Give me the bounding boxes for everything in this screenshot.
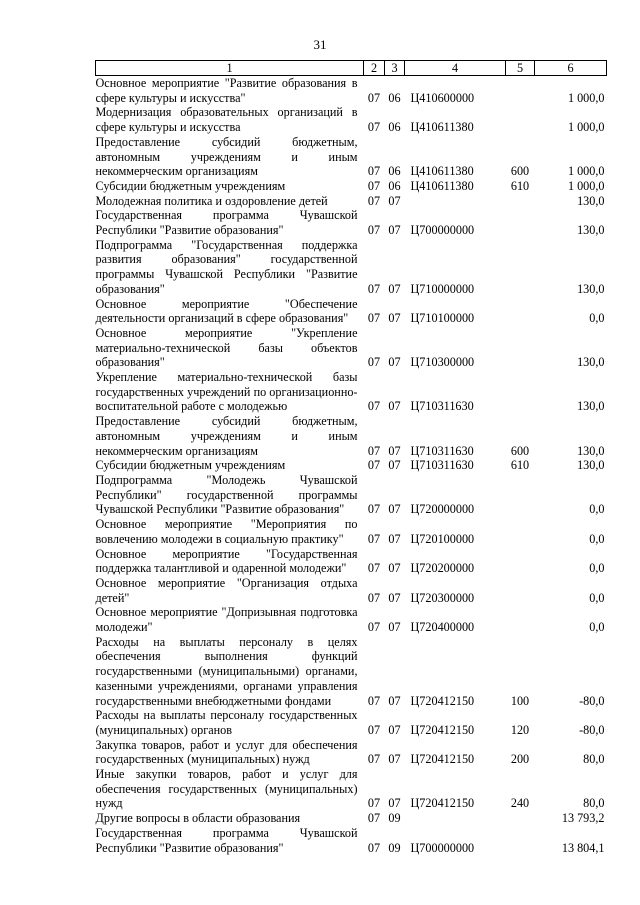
row-amount: 130,0 bbox=[577, 355, 605, 370]
row-subsection: 07 bbox=[388, 590, 401, 605]
row-name: Расходы на выплаты персоналу в целях обеспечения выполнения функций государственными (муниципальными) органами, казенными учреждениями, органами управления государственными внебюджетными фондами bbox=[95, 634, 358, 708]
row-name: Другие вопросы в области образования bbox=[95, 811, 301, 826]
row-section: 07 bbox=[367, 752, 381, 767]
table-row bbox=[96, 135, 607, 179]
table-body bbox=[96, 76, 607, 856]
row-csr bbox=[405, 811, 506, 826]
row-csr: Ц720200000 bbox=[410, 561, 475, 576]
row-amount: 13 793,2 bbox=[561, 811, 605, 826]
table-row bbox=[96, 738, 607, 767]
row-vr bbox=[506, 238, 535, 297]
row-section: 07 bbox=[367, 223, 381, 238]
row-subsection: 07 bbox=[388, 311, 401, 326]
column-header-csr: 4 bbox=[405, 61, 506, 76]
row-amount: 0,0 bbox=[589, 620, 605, 635]
row-subsection: 07 bbox=[388, 443, 401, 458]
table-row bbox=[96, 708, 607, 737]
row-name: Субсидии бюджетным учреждениям bbox=[95, 458, 286, 473]
row-vr: 200 bbox=[510, 752, 530, 767]
row-section: 07 bbox=[367, 561, 381, 576]
row-subsection: 09 bbox=[388, 811, 401, 826]
row-amount: -80,0 bbox=[579, 722, 605, 737]
row-section: 07 bbox=[367, 443, 381, 458]
row-vr bbox=[506, 576, 535, 605]
row-csr: Ц710100000 bbox=[410, 311, 475, 326]
row-amount: 130,0 bbox=[577, 193, 605, 208]
row-subsection: 06 bbox=[388, 90, 401, 105]
row-csr: Ц410600000 bbox=[410, 90, 475, 105]
table-row bbox=[96, 297, 607, 326]
row-amount: 80,0 bbox=[583, 796, 605, 811]
row-csr: Ц710311630 bbox=[410, 458, 474, 473]
row-amount: 0,0 bbox=[589, 561, 605, 576]
row-name: Основное мероприятие "Обеспечение деятельности организаций в сфере образования" bbox=[95, 296, 358, 326]
row-section: 07 bbox=[367, 281, 381, 296]
row-name: Укрепление материально-технической базы государственных учреждений по организационно-воспитательной работе с молодежью bbox=[95, 370, 358, 414]
row-amount: 130,0 bbox=[577, 443, 605, 458]
row-amount: 0,0 bbox=[589, 590, 605, 605]
row-subsection: 07 bbox=[388, 223, 401, 238]
row-section: 07 bbox=[367, 722, 381, 737]
table-row bbox=[96, 811, 607, 826]
table-row bbox=[96, 208, 607, 237]
row-subsection: 09 bbox=[388, 840, 401, 855]
row-csr: Ц410611380 bbox=[410, 164, 474, 179]
row-subsection: 07 bbox=[388, 752, 401, 767]
table-row bbox=[96, 605, 607, 634]
row-vr bbox=[506, 105, 535, 134]
row-amount: -80,0 bbox=[579, 693, 605, 708]
row-vr: 610 bbox=[510, 178, 530, 193]
row-amount: 130,0 bbox=[577, 399, 605, 414]
row-section: 07 bbox=[367, 355, 381, 370]
row-subsection: 07 bbox=[388, 561, 401, 576]
row-vr bbox=[506, 370, 535, 414]
row-csr: Ц710311630 bbox=[410, 399, 474, 414]
row-amount: 80,0 bbox=[583, 752, 605, 767]
row-vr bbox=[506, 473, 535, 517]
row-name: Предоставление субсидий бюджетным, автономным учреждениям и иным некоммерческим организациям bbox=[95, 134, 358, 179]
row-vr bbox=[506, 194, 535, 209]
row-name: Государственная программа Чувашской Республики "Развитие образования" bbox=[95, 208, 358, 238]
row-section: 07 bbox=[367, 620, 381, 635]
row-vr: 600 bbox=[510, 164, 530, 179]
row-vr bbox=[506, 605, 535, 634]
table-row bbox=[96, 473, 607, 517]
row-csr: Ц720000000 bbox=[410, 502, 475, 517]
row-vr bbox=[506, 517, 535, 546]
row-name: Закупка товаров, работ и услуг для обеспечения государственных (муниципальных) нужд bbox=[95, 737, 358, 767]
row-name: Расходы на выплаты персоналу государственных (муниципальных) органов bbox=[95, 708, 358, 737]
row-name: Основное мероприятие "Организация отдыха детей" bbox=[95, 575, 358, 605]
row-section: 07 bbox=[367, 458, 381, 473]
row-section: 07 bbox=[367, 693, 381, 708]
row-name: Иные закупки товаров, работ и услуг для обеспечения государственных (муниципальных) нужд bbox=[95, 767, 358, 811]
row-subsection: 07 bbox=[388, 281, 401, 296]
row-amount: 130,0 bbox=[577, 458, 605, 473]
column-header-name: 1 bbox=[96, 61, 364, 76]
row-csr: Ц720100000 bbox=[410, 531, 475, 546]
row-subsection: 07 bbox=[388, 693, 401, 708]
row-csr bbox=[405, 194, 506, 209]
table-row bbox=[96, 194, 607, 209]
row-csr: Ц710300000 bbox=[410, 355, 475, 370]
row-name: Молодежная политика и оздоровление детей bbox=[95, 193, 328, 208]
table-row bbox=[96, 826, 607, 855]
row-section: 07 bbox=[367, 796, 381, 811]
row-name: Основное мероприятие "Мероприятия по вовлечению молодежи в социальную практику" bbox=[95, 517, 358, 546]
table-row bbox=[96, 414, 607, 458]
row-subsection: 06 bbox=[388, 178, 401, 193]
row-amount: 1 000,0 bbox=[567, 120, 605, 135]
column-header-subsection: 3 bbox=[385, 61, 405, 76]
row-vr bbox=[506, 297, 535, 326]
row-csr: Ц720412150 bbox=[410, 722, 475, 737]
row-subsection: 07 bbox=[388, 502, 401, 517]
row-csr: Ц720412150 bbox=[410, 796, 475, 811]
row-subsection: 07 bbox=[388, 796, 401, 811]
row-subsection: 07 bbox=[388, 531, 401, 546]
row-csr: Ц720412150 bbox=[410, 693, 475, 708]
row-csr: Ц700000000 bbox=[410, 223, 475, 238]
row-amount: 0,0 bbox=[589, 311, 605, 326]
table-row bbox=[96, 458, 607, 473]
row-subsection: 07 bbox=[388, 722, 401, 737]
row-vr bbox=[506, 826, 535, 855]
row-name: Основное мероприятие "Укрепление материально-технической базы объектов образования" bbox=[95, 325, 358, 370]
row-vr bbox=[506, 547, 535, 576]
row-subsection: 07 bbox=[388, 355, 401, 370]
row-csr: Ц710311630 bbox=[410, 443, 474, 458]
row-name: Основное мероприятие "Государственная поддержка талантливой и одаренной молодежи" bbox=[95, 546, 358, 576]
row-amount: 130,0 bbox=[577, 281, 605, 296]
row-subsection: 07 bbox=[388, 458, 401, 473]
table-row bbox=[96, 105, 607, 134]
table-header-row bbox=[96, 61, 607, 76]
table-row bbox=[96, 576, 607, 605]
row-section: 07 bbox=[367, 531, 381, 546]
row-name: Подпрограмма "Молодежь Чувашской Республики" государственной программы Чувашской Республики "Развитие образования" bbox=[95, 472, 358, 517]
row-subsection: 07 bbox=[388, 399, 401, 414]
column-header-section: 2 bbox=[364, 61, 385, 76]
row-name: Основное мероприятие "Допризывная подготовка молодежи" bbox=[95, 605, 358, 635]
table-row bbox=[96, 370, 607, 414]
row-subsection: 07 bbox=[388, 620, 401, 635]
row-csr: Ц710000000 bbox=[410, 281, 475, 296]
row-section: 07 bbox=[367, 840, 381, 855]
row-vr bbox=[506, 208, 535, 237]
row-name: Государственная программа Чувашской Республики "Развитие образования" bbox=[95, 825, 358, 855]
row-section: 07 bbox=[367, 399, 381, 414]
row-name: Подпрограмма "Государственная поддержка развития образования" государственной программы Чувашской Республики "Развитие образования" bbox=[95, 237, 358, 296]
budget-table bbox=[95, 60, 607, 855]
page-number: 31 bbox=[313, 37, 327, 52]
row-section: 07 bbox=[367, 590, 381, 605]
row-vr: 120 bbox=[510, 722, 530, 737]
table-row bbox=[96, 76, 607, 106]
row-vr: 600 bbox=[510, 443, 530, 458]
row-amount: 0,0 bbox=[589, 502, 605, 517]
table-row bbox=[96, 179, 607, 194]
row-vr bbox=[506, 811, 535, 826]
row-csr: Ц720400000 bbox=[410, 620, 475, 635]
row-name: Субсидии бюджетным учреждениям bbox=[95, 178, 286, 193]
table-row bbox=[96, 517, 607, 546]
row-subsection: 06 bbox=[388, 164, 401, 179]
table-row bbox=[96, 547, 607, 576]
column-header-amount: 6 bbox=[535, 61, 607, 76]
table-row bbox=[96, 326, 607, 370]
row-csr: Ц720300000 bbox=[410, 590, 475, 605]
row-amount: 1 000,0 bbox=[567, 164, 605, 179]
row-section: 07 bbox=[367, 311, 381, 326]
row-name: Предоставление субсидий бюджетным, автономным учреждениям и иным некоммерческим организациям bbox=[95, 414, 358, 458]
row-section: 07 bbox=[367, 811, 381, 826]
row-name: Основное мероприятие "Развитие образования в сфере культуры и искусства" bbox=[95, 76, 358, 105]
row-section: 07 bbox=[367, 90, 381, 105]
row-section: 07 bbox=[367, 164, 381, 179]
row-vr: 100 bbox=[510, 693, 530, 708]
table-row bbox=[96, 635, 607, 709]
row-amount: 1 000,0 bbox=[567, 90, 605, 105]
row-csr: Ц410611380 bbox=[410, 120, 474, 135]
row-amount: 1 000,0 bbox=[567, 178, 605, 193]
row-amount: 13 804,1 bbox=[561, 840, 605, 855]
row-csr: Ц410611380 bbox=[410, 178, 474, 193]
row-amount: 130,0 bbox=[577, 223, 605, 238]
row-csr: Ц720412150 bbox=[410, 752, 475, 767]
row-csr: Ц700000000 bbox=[410, 840, 475, 855]
row-vr bbox=[506, 326, 535, 370]
table-row bbox=[96, 238, 607, 297]
row-vr: 240 bbox=[510, 796, 530, 811]
row-subsection: 07 bbox=[388, 193, 401, 208]
row-section: 07 bbox=[367, 120, 381, 135]
row-section: 07 bbox=[367, 178, 381, 193]
table-row bbox=[96, 767, 607, 811]
row-vr: 610 bbox=[510, 458, 530, 473]
column-header-vr: 5 bbox=[506, 61, 535, 76]
row-section: 07 bbox=[367, 502, 381, 517]
row-amount: 0,0 bbox=[589, 531, 605, 546]
row-subsection: 06 bbox=[388, 120, 401, 135]
row-name: Модернизация образовательных организаций в сфере культуры и искусства bbox=[95, 105, 358, 135]
row-vr bbox=[506, 76, 535, 106]
row-section: 07 bbox=[367, 193, 381, 208]
